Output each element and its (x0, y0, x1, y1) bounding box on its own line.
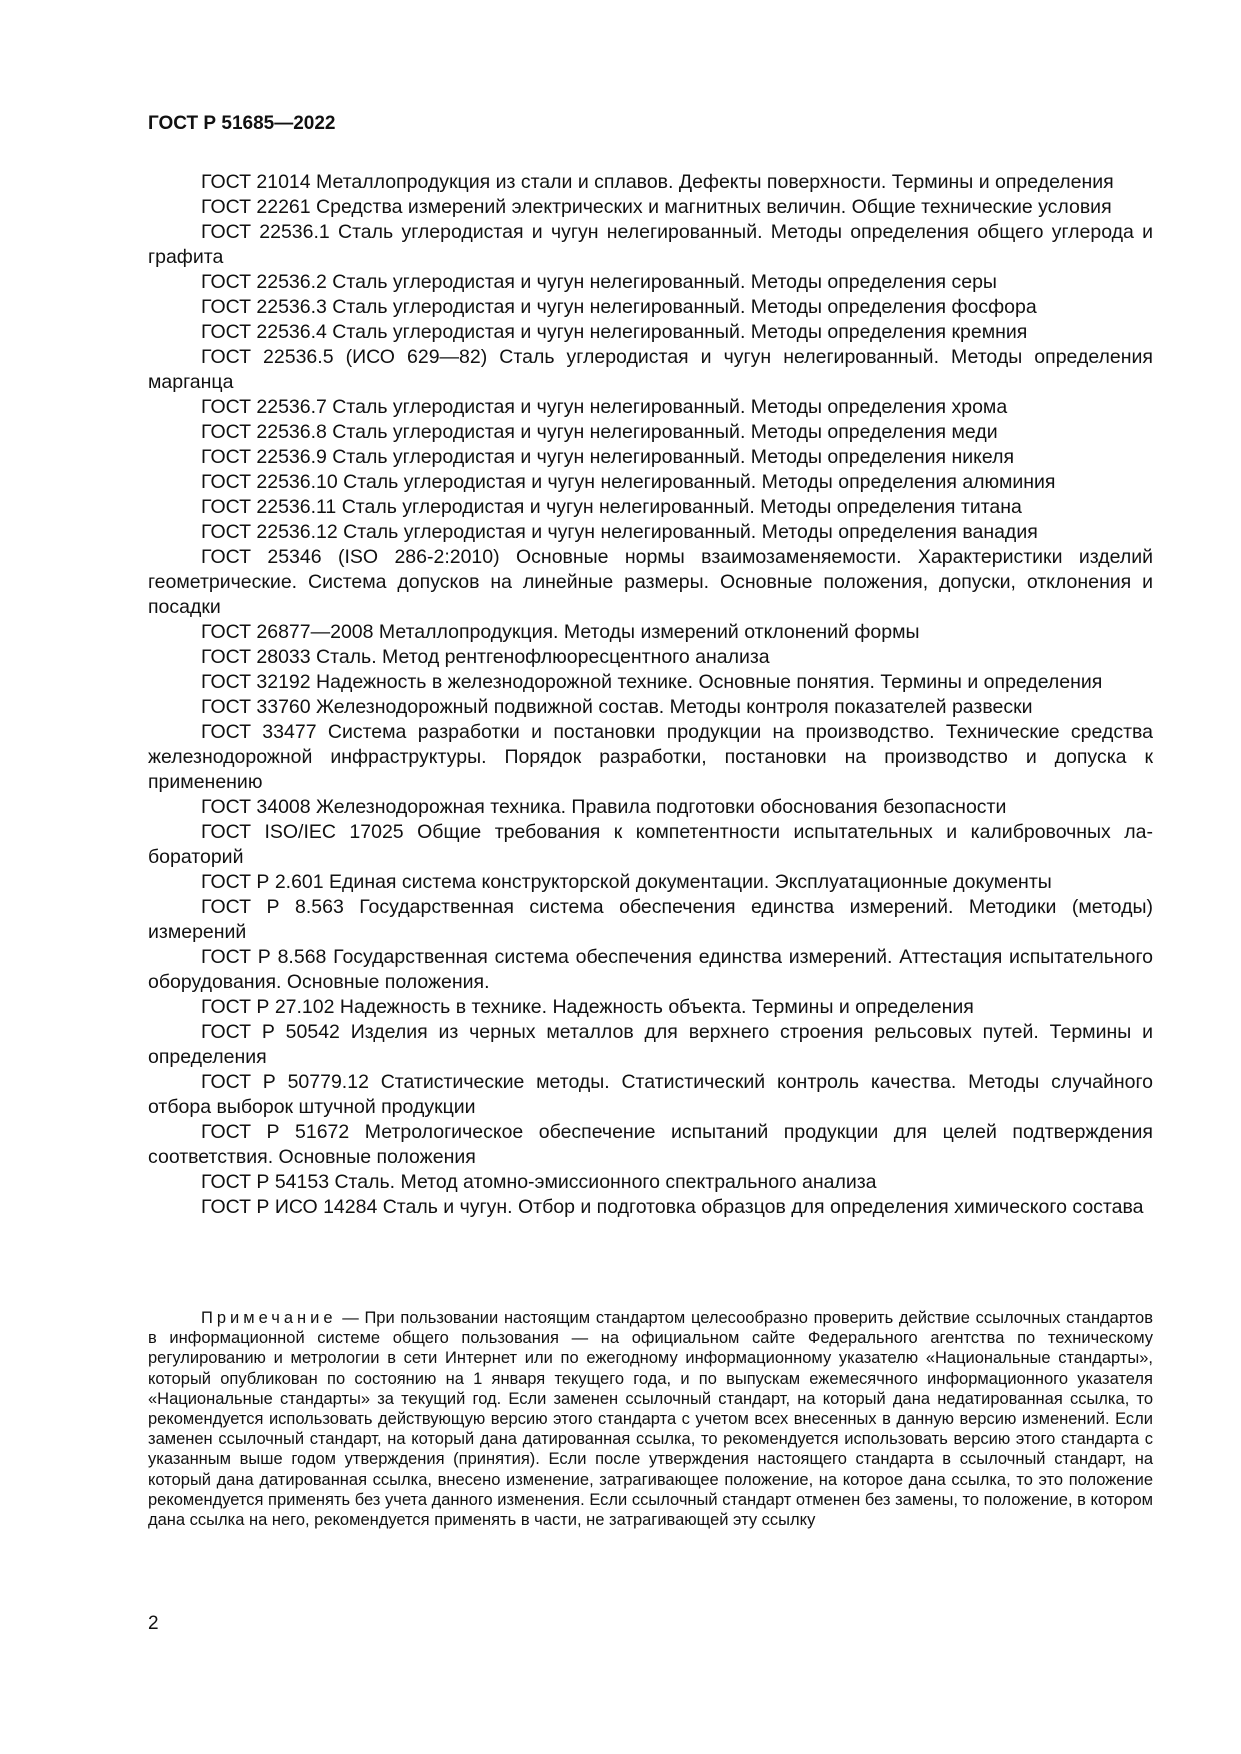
reference-item: ГОСТ 22536.2 Сталь углеродистая и чугун нелегированный. Методы определения серы (201, 271, 997, 293)
reference-item: ГОСТ 22536.12 Сталь углеродистая и чугун нелегированный. Методы определения ванадия (201, 521, 1038, 543)
reference-item: ГОСТ Р ИСО 14284 Сталь и чугун. Отбор и подготовка образцов для определения химического состава (201, 1196, 1144, 1218)
reference-item: ГОСТ 22536.5 (ИСО 629—82) Сталь углеродистая и чугун нелегированный. Методы определения марганца (148, 346, 1153, 393)
note-paragraph (148, 1308, 1153, 1530)
reference-item: ГОСТ 32192 Надежность в железнодорожной технике. Основные понятия. Термины и определения (201, 671, 1103, 693)
reference-item: ГОСТ Р 8.563 Государственная система обеспечения единства измерений. Методики (методы) измерений (148, 896, 1153, 943)
reference-item: ГОСТ 22536.1 Сталь углеродистая и чугун нелегированный. Методы определения общего углерода и графита (148, 221, 1153, 268)
reference-item: ГОСТ 22261 Средства измерений электрических и магнитных величин. Общие технические условия (201, 196, 1112, 218)
reference-item: ГОСТ 22536.4 Сталь углеродистая и чугун нелегированный. Методы определения кремния (201, 321, 1028, 343)
reference-item: ГОСТ Р 54153 Сталь. Метод атомно-эмиссионного спектрального анализа (201, 1171, 877, 1193)
reference-item: ГОСТ 22536.3 Сталь углеродистая и чугун нелегированный. Методы определения фосфора (201, 296, 1037, 318)
reference-item: ГОСТ Р 27.102 Надежность в технике. Надежность объекта. Термины и определения (201, 996, 974, 1018)
normative-references-list (148, 170, 1153, 1220)
document-page (148, 0, 1153, 1754)
reference-item: ГОСТ 22536.8 Сталь углеродистая и чугун нелегированный. Методы определения меди (201, 421, 998, 443)
note-label: Примечание (201, 1309, 337, 1327)
reference-item: ГОСТ Р 50779.12 Статистические методы. Статистический контроль качества. Методы случайного отбора выборок штучной продукции (148, 1071, 1153, 1118)
reference-item: ГОСТ 26877—2008 Металлопродукция. Методы измерений отклонений формы (201, 621, 920, 643)
document-header: ГОСТ Р 51685—2022 (148, 113, 336, 134)
reference-item: ГОСТ 21014 Металлопродукция из стали и сплавов. Дефекты поверхности. Термины и определения (201, 171, 1114, 193)
reference-item: ГОСТ Р 2.601 Единая система конструкторской документации. Эксплуатационные документы (201, 871, 1052, 893)
reference-item: ГОСТ Р 51672 Метрологическое обеспечение испытаний продукции для целей подтверждения соответствия. Основные положения (148, 1121, 1153, 1168)
reference-item: ГОСТ 22536.7 Сталь углеродистая и чугун нелегированный. Методы определения хрома (201, 396, 1008, 418)
reference-item: ГОСТ Р 50542 Изделия из черных металлов для верхнего строения рельсовых путей. Термины и определения (148, 1021, 1153, 1068)
reference-item: ГОСТ 22536.11 Сталь углеродистая и чугун нелегированный. Методы определения титана (201, 496, 1022, 518)
reference-item: ГОСТ 22536.10 Сталь углеродистая и чугун нелегированный. Методы определения алюминия (201, 471, 1056, 493)
reference-item: ГОСТ 28033 Сталь. Метод рентгенофлюоресцентного анализа (201, 646, 770, 668)
reference-item: ГОСТ ISO/IEC 17025 Общие требования к компетентности испытательных и калибровочных лабораторий (148, 821, 1153, 868)
reference-item: ГОСТ Р 8.568 Государственная система обеспечения единства измерений. Аттестация испытательного оборудования. Основные положения. (148, 946, 1153, 993)
reference-item: ГОСТ 25346 (ISO 286-2:2010) Основные нормы взаимозаменяемости. Характеристики изделий геометрические. Система допусков на линейные размеры. Основные положения, допуски, отклонения и посадки (148, 546, 1153, 618)
reference-item: ГОСТ 22536.9 Сталь углеродистая и чугун нелегированный. Методы определения никеля (201, 446, 1015, 468)
reference-item: ГОСТ 33760 Железнодорожный подвижной состав. Методы контроля показателей развески (201, 696, 1033, 718)
note-text: — При пользовании настоящим стандартом целесообразно проверить действие ссылочных стандартов в информационной системе общего пользования — на официальном сайте Федерального агентства по техническому регулированию и метрологии в сети Интернет или по ежегодному информационному указателю «Национальные стандарты», который опубликован по состоянию на 1 января текущего года, и по выпускам ежемесячного информационного указателя «Национальные стандарты» за текущий год. Если заменен ссылочный стандарт, на который дана недатированная ссылка, то рекомендуется использовать действующую версию этого стандарта с учетом всех внесенных в данную версию изменений. Если заменен ссылочный стандарт, на который дана датированная ссылка, то рекомендуется использовать версию этого стандарта с указанным выше годом утверждения (принятия). Если после утверждения настоящего стандарта в ссылочный стандарт, на который дана датированная ссылка, внесено изменение, затрагивающее положение, на которое дана ссылка, то это положение рекомендуется применять без учета данного изменения. Если ссылочный стандарт отменен без замены, то положение, в котором дана ссылка на него, рекомендуется применять в части, не затрагивающей эту ссылку (148, 1309, 1153, 1530)
reference-item: ГОСТ 34008 Железнодорожная техника. Правила подготовки обоснования безопасности (201, 796, 1007, 818)
reference-item: ГОСТ 33477 Система разработки и постановки продукции на производство. Технические средства железнодорожной инфраструктуры. Порядок разработки, постановки на производство и допуска к применению (148, 721, 1153, 793)
page-number: 2 (148, 1613, 159, 1634)
